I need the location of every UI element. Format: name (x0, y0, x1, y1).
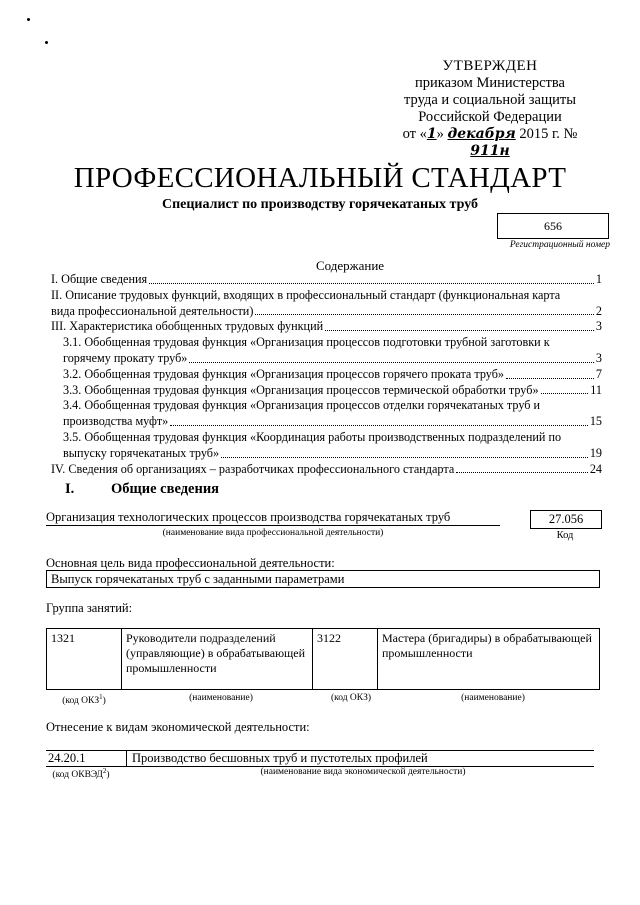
approval-month: декабря (447, 126, 516, 142)
document-title: ПРОФЕССИОНАЛЬНЫЙ СТАНДАРТ (73, 162, 567, 194)
goal-label: Основная цель вида профессиональной деятельности: (46, 556, 335, 570)
toc-item[interactable]: II. Описание трудовых функций, входящих в профессиональный стандарт (функциональная карта вида профессиональной деятельности) 2 (51, 287, 602, 318)
approval-line: Российской Федерации (418, 109, 562, 125)
approval-date-line: от «1» декабря 2015 г. № 911н (402, 126, 578, 159)
approval-day: 1 (426, 126, 437, 142)
econ-label: Отнесение к видам экономической деятельности: (46, 720, 310, 734)
toc-item[interactable]: 3.1. Обобщенная трудовая функция «Организация процессов подготовки трубной заготовки к горячему прокату труб» 3 (63, 335, 602, 365)
toc-item[interactable]: I. Общие сведения 1 (51, 272, 602, 286)
approval-number: 911н (470, 143, 510, 159)
registration-number-box: 656 (497, 213, 609, 239)
approval-line: приказом Министерства (415, 75, 565, 91)
toc-item[interactable]: 3.4. Обобщенная трудовая функция «Организация процессов отделки горячекатаных труб и производства муфт» 15 (63, 398, 602, 429)
name-caption-2: (наименование) (461, 693, 525, 703)
activity-code-box: 27.056 (530, 510, 602, 529)
toc-item[interactable]: IV. Сведения об организациях – разработчиках профессионального стандарта 24 (51, 461, 602, 476)
occupation-group-table (46, 628, 600, 690)
name-caption: (наименование) (189, 693, 253, 703)
okved-row (46, 750, 594, 767)
okz-name-cell: Мастера (бригадиры) в обрабатывающей промышленности (378, 629, 600, 690)
section-heading: I. Общие сведения (65, 481, 220, 497)
approval-line: труда и социальной защиты (404, 92, 576, 108)
group-label: Группа занятий: (46, 601, 133, 615)
goal-box: Выпуск горячекатаных труб с заданными параметрами (46, 570, 600, 588)
approval-year: 2015 г. № (519, 126, 578, 142)
activity-code-label: Код (556, 530, 574, 541)
okz-code-caption: (код ОКЗ$^1$) (62, 693, 106, 707)
okved-name-caption: (наименование вида экономической деятельности) (260, 767, 466, 777)
okved-name: Производство бесшовных труб и пустотелых профилей (132, 751, 428, 765)
approval-title: УТВЕРЖДЕН (442, 58, 538, 74)
table-of-contents (51, 272, 602, 477)
registration-number-label: Регистрационный номер (509, 240, 610, 250)
approval-block (390, 58, 590, 160)
toc-heading: Содержание (315, 258, 385, 273)
toc-item[interactable]: III. Характеристика обобщенных трудовых функций 3 (51, 319, 602, 334)
activity-caption: (наименование вида профессиональной деятельности) (162, 528, 384, 538)
activity-name: Организация технологических процессов производства горячекатаных труб (46, 510, 500, 526)
okz-code-cell: 3122 (313, 629, 378, 690)
okz-code-caption-2: (код ОКЗ) (330, 693, 372, 703)
document-subtitle: Специалист по производству горячекатаных труб (161, 197, 479, 212)
scan-speck (45, 41, 48, 44)
table-row (47, 629, 600, 690)
okved-code-caption: (код ОКВЭД$^2$) (52, 767, 110, 781)
okz-code-cell: 1321 (47, 629, 122, 690)
okz-name-cell: Руководители подразделений (управляющие) в обрабатывающей промышленности (122, 629, 313, 690)
toc-item[interactable]: 3.2. Обобщенная трудовая функция «Организация процессов горячего проката труб» 7 (63, 366, 602, 381)
scan-speck (27, 18, 30, 21)
okved-code: 24.20.1 (48, 751, 86, 765)
toc-item[interactable]: 3.5. Обобщенная трудовая функция «Координация работы производственных подразделений по выпуску горячекатаных труб» 19 (63, 429, 602, 460)
toc-item[interactable]: 3.3. Обобщенная трудовая функция «Организация процессов термической обработки труб» 11 (63, 382, 602, 397)
